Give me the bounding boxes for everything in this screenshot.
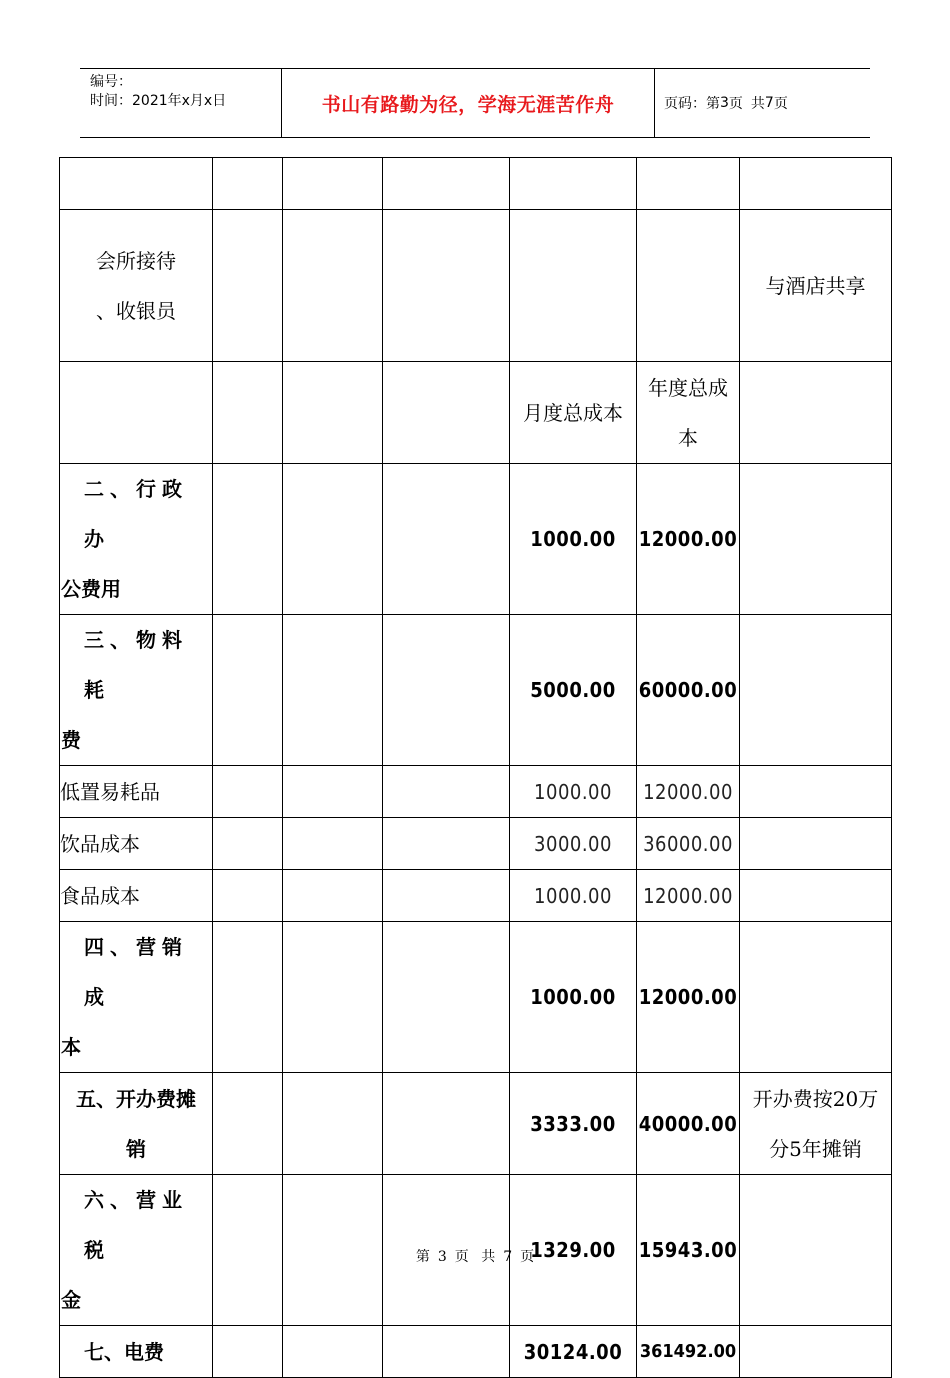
row-name-line1: 五、开办费摊 — [76, 1086, 196, 1111]
row-note: 与酒店共享 — [740, 210, 892, 362]
table-cell — [213, 922, 283, 1073]
table-cell — [213, 870, 283, 922]
yearly-value: 361492.00 — [637, 1326, 740, 1378]
row-name-line1: 三、物料耗 — [84, 628, 188, 702]
row-name-line2: 销 — [126, 1136, 146, 1161]
footer-mid: 页 — [454, 1249, 469, 1265]
table-header-row — [60, 362, 892, 464]
row-note-line2: 分5年摊销 — [769, 1136, 862, 1161]
yearly-value: 12000.00 — [637, 870, 740, 922]
yearly-value: 36000.00 — [637, 818, 740, 870]
table-cell — [510, 210, 637, 362]
row-name: 饮品成本 — [60, 818, 213, 870]
table-row — [60, 1326, 892, 1378]
row-note — [740, 870, 892, 922]
row-name — [60, 1073, 213, 1175]
table-row — [60, 210, 892, 362]
table-cell — [283, 1073, 383, 1175]
table-cell — [283, 870, 383, 922]
table-cell — [213, 818, 283, 870]
table-cell — [383, 1073, 510, 1175]
monthly-value: 1000.00 — [510, 922, 637, 1073]
row-name-line1: 会所接待 — [96, 248, 176, 273]
table-row — [60, 922, 892, 1073]
table-row — [60, 615, 892, 766]
footer-prefix: 第 — [415, 1249, 430, 1265]
row-note-line1: 开办费按20万 — [752, 1086, 879, 1111]
row-name-line2: 费 — [61, 728, 81, 752]
row-name-line2: 公费用 — [61, 577, 121, 601]
table-row — [60, 870, 892, 922]
table-cell — [283, 464, 383, 615]
header-motto: 书山有路勤为径，学海无涯苦作舟 — [321, 93, 615, 116]
table-cell — [383, 158, 510, 210]
table-cell — [637, 210, 740, 362]
table-cell — [283, 615, 383, 766]
column-header-yearly-line1: 年度总成 — [648, 375, 728, 400]
table-row — [60, 766, 892, 818]
page-current: 3 — [720, 95, 729, 111]
monthly-value: 3333.00 — [510, 1073, 637, 1175]
table-cell — [383, 818, 510, 870]
row-note — [740, 1073, 892, 1175]
page-label-suffix: 页 — [773, 96, 788, 112]
footer-total-prefix: 共 — [481, 1249, 496, 1265]
cost-table — [59, 157, 892, 1378]
table-cell — [383, 766, 510, 818]
table-cell — [213, 158, 283, 210]
column-header-monthly: 月度总成本 — [510, 362, 637, 464]
table-row — [60, 158, 892, 210]
row-name: 低置易耗品 — [60, 766, 213, 818]
row-name: 七、电费 — [60, 1326, 213, 1378]
table-cell — [383, 362, 510, 464]
column-header-yearly — [637, 362, 740, 464]
row-name-line2: 本 — [61, 1035, 81, 1059]
document-number-label: 编号： — [90, 74, 132, 90]
yearly-value: 12000.00 — [637, 464, 740, 615]
table-cell — [213, 464, 283, 615]
monthly-value: 5000.00 — [510, 615, 637, 766]
table-cell — [383, 1326, 510, 1378]
row-name-line1: 六、营业税 — [84, 1188, 188, 1262]
table-cell — [213, 362, 283, 464]
page-label-mid: 页 — [728, 96, 743, 112]
page-total: 7 — [764, 95, 774, 111]
page-label-total-prefix: 共 — [750, 96, 765, 112]
row-name — [60, 464, 213, 615]
document-date-label: 时间：2021年x月x日 — [90, 93, 227, 109]
table-cell — [383, 210, 510, 362]
table-cell — [383, 922, 510, 1073]
table-cell — [740, 158, 892, 210]
page-footer — [0, 1246, 950, 1266]
monthly-value: 1000.00 — [510, 464, 637, 615]
row-name — [60, 615, 213, 766]
header-divider — [654, 69, 655, 137]
header-meta — [90, 73, 226, 111]
footer-total: 7 — [503, 1249, 513, 1265]
monthly-value: 30124.00 — [510, 1326, 637, 1378]
row-name-line1: 四、营销成 — [84, 935, 188, 1009]
table-row — [60, 818, 892, 870]
row-name-line2: 金 — [61, 1288, 81, 1312]
monthly-value: 3000.00 — [510, 818, 637, 870]
row-note — [740, 1326, 892, 1378]
table-cell — [283, 362, 383, 464]
table-cell — [283, 766, 383, 818]
footer-current: 3 — [437, 1249, 447, 1265]
table-cell — [510, 158, 637, 210]
table-cell — [283, 818, 383, 870]
table-cell — [383, 870, 510, 922]
yearly-value: 40000.00 — [637, 1073, 740, 1175]
monthly-value: 1329.00 — [510, 1175, 637, 1326]
footer-suffix: 页 — [520, 1249, 535, 1265]
table-cell — [740, 362, 892, 464]
table-cell — [213, 1073, 283, 1175]
table-cell — [283, 922, 383, 1073]
page-label-prefix: 页码：第 — [664, 96, 720, 112]
table-cell — [283, 1326, 383, 1378]
yearly-value: 15943.00 — [637, 1175, 740, 1326]
table-cell — [213, 210, 283, 362]
table-row — [60, 1073, 892, 1175]
row-note — [740, 464, 892, 615]
table-cell — [637, 158, 740, 210]
row-note — [740, 818, 892, 870]
table-cell — [383, 615, 510, 766]
table-cell — [213, 615, 283, 766]
row-note — [740, 615, 892, 766]
row-name — [60, 210, 213, 362]
header-page-indicator — [664, 69, 788, 137]
column-header-yearly-line2: 本 — [678, 425, 698, 450]
yearly-value: 60000.00 — [637, 615, 740, 766]
yearly-value: 12000.00 — [637, 922, 740, 1073]
table-cell — [60, 362, 213, 464]
table-cell — [213, 1326, 283, 1378]
table-cell — [60, 158, 213, 210]
row-name — [60, 922, 213, 1073]
table-cell — [383, 464, 510, 615]
table-cell — [213, 766, 283, 818]
table-cell — [283, 158, 383, 210]
row-note — [740, 766, 892, 818]
monthly-value: 1000.00 — [510, 870, 637, 922]
monthly-value: 1000.00 — [510, 766, 637, 818]
page-header — [80, 68, 870, 138]
row-note — [740, 922, 892, 1073]
row-name: 食品成本 — [60, 870, 213, 922]
yearly-value: 12000.00 — [637, 766, 740, 818]
table-cell — [283, 210, 383, 362]
row-name-line1: 二、行政办 — [84, 477, 188, 551]
row-name-line2: 、收银员 — [96, 298, 176, 323]
table-row — [60, 464, 892, 615]
